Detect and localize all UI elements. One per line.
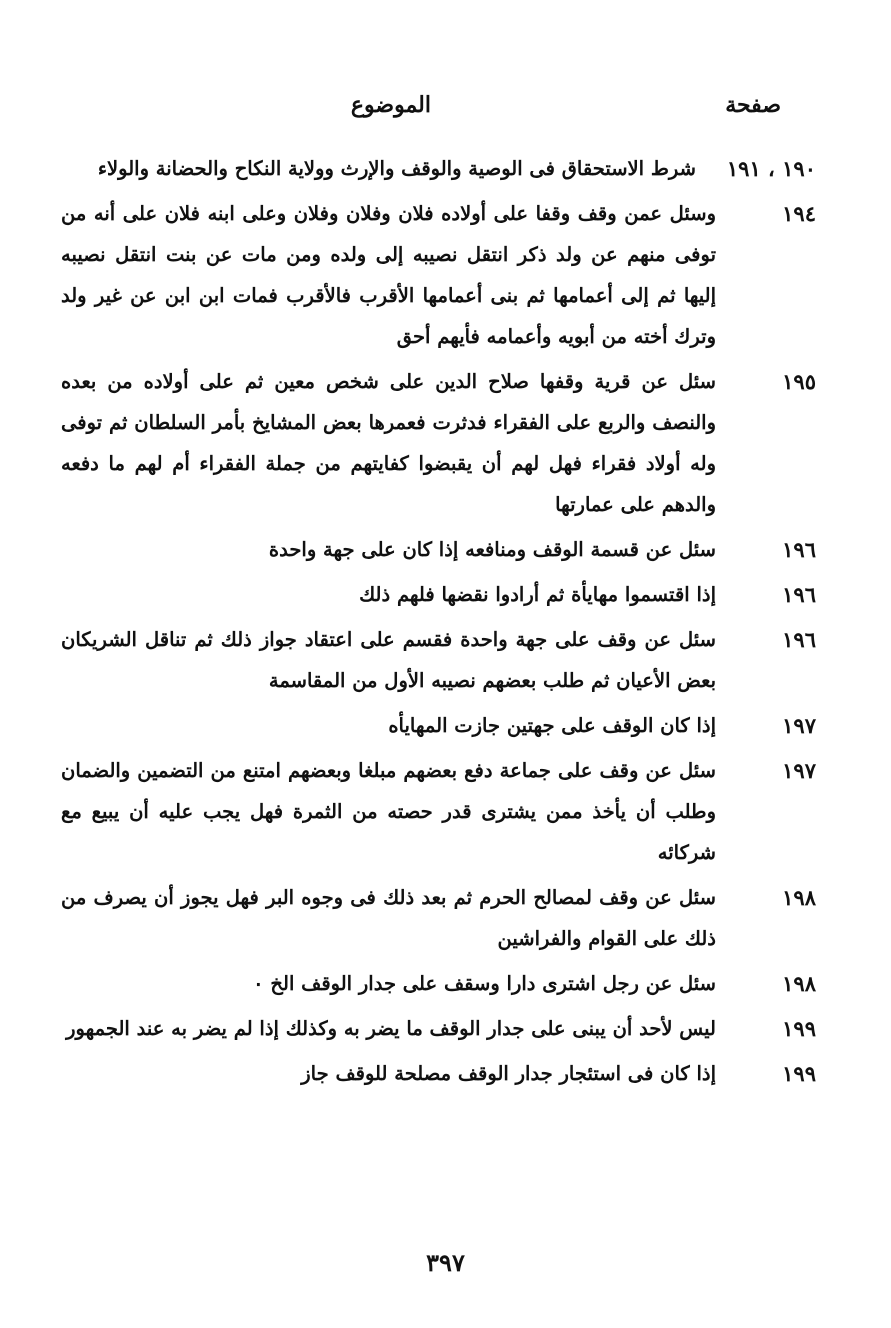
entry-topic: إذا كان الوقف على جهتين جازت المهايأه <box>388 714 716 737</box>
index-entry <box>61 529 816 570</box>
entry-page-number: ١٩٦ <box>782 537 816 562</box>
index-entry <box>61 1053 816 1094</box>
entry-topic: شرط الاستحقاق فى الوصية والوقف والإرث وولاية النكاح والحضانة والولاء <box>97 157 696 180</box>
entry-page-number: ١٩٨ <box>782 971 816 996</box>
entry-page-number: ١٩٦ <box>782 627 816 652</box>
entry-page-number: ١٩٦ <box>782 582 816 607</box>
entry-topic: سئل عن قرية وقفها صلاح الدين على شخص معين ثم على أولاده من بعده والنصف والربع على الفقراء فدثرت فعمرها بعض المشايخ بأمر السلطان ثم توفى وله أولاد فقراء فهل لهم أن يقبضوا كفايتهم من جملة الفقراء أم لهم ما دفعه والدهم على عمارتها <box>61 370 716 516</box>
index-entry <box>61 619 816 701</box>
entry-page-number: ١٩٩ <box>782 1016 816 1041</box>
entry-topic: سئل عن قسمة الوقف ومنافعه إذا كان على جهة واحدة <box>268 538 716 561</box>
index-entry <box>61 705 816 746</box>
entry-page-number: ١٩٨ <box>782 885 816 910</box>
entry-topic: سئل عن وقف لمصالح الحرم ثم بعد ذلك فى وجوه البر فهل يجوز أن يصرف من ذلك على القوام والفراشين <box>61 886 716 950</box>
entry-page-number: ١٩٧ <box>782 758 816 783</box>
entry-topic: ليس لأحد أن يبنى على جدار الوقف ما يضر به وكذلك إذا لم يضر به عند الجمهور <box>66 1017 716 1040</box>
page-number: ٣٩٧ <box>426 1248 465 1277</box>
index-entries <box>61 148 816 1098</box>
topic-column-heading: الموضوع <box>350 92 431 118</box>
index-entry <box>61 361 816 525</box>
page-column-heading: صفحة <box>725 92 781 118</box>
entry-topic: إذا كان فى استئجار جدار الوقف مصلحة للوقف جاز <box>301 1062 716 1085</box>
entry-page-number: ١٩٤ <box>782 201 816 226</box>
entry-page-number: ١٩٧ <box>782 713 816 738</box>
entry-topic: سئل عن وقف على جهة واحدة فقسم على اعتقاد جواز ذلك ثم تناقل الشريكان بعض الأعيان ثم طلب بعضهم نصيبه الأول من المقاسمة <box>61 628 716 692</box>
index-entry <box>61 148 816 189</box>
index-entry <box>61 574 816 615</box>
index-entry <box>61 963 816 1004</box>
entry-topic: سئل عن وقف على جماعة دفع بعضهم مبلغا وبعضهم امتنع من التضمين والضمان وطلب أن يأخذ ممن يشترى قدر حصته من الثمرة فهل يجب عليه أن يبيع مع شركائه <box>61 759 716 864</box>
index-entry <box>61 877 816 959</box>
index-entry <box>61 1008 816 1049</box>
index-entry <box>61 193 816 357</box>
entry-page-number: ١٩٩ <box>782 1061 816 1086</box>
index-header <box>0 92 891 132</box>
entry-page-number: ١٩٠ ، ١٩١ <box>726 156 816 181</box>
entry-topic: إذا اقتسموا مهايأة ثم أرادوا نقضها فلهم ذلك <box>359 583 716 606</box>
index-entry <box>61 750 816 873</box>
entry-topic: وسئل عمن وقف وقفا على أولاده فلان وفلان وفلان وعلى ابنه فلان على أنه من توفى منهم عن ولد ذكر انتقل نصيبه إلى ولده ومن مات عن بنت انتقل نصيبه إليها ثم إلى أعمامها ثم بنى أعمامها الأقرب فالأقرب فمات ابن ابن عن غير ولد وترك أخته من أبويه وأعمامه فأيهم أحق <box>61 202 716 348</box>
entry-page-number: ١٩٥ <box>782 369 816 394</box>
entry-topic: سئل عن رجل اشترى دارا وسقف على جدار الوقف الخ ٠ <box>253 972 716 995</box>
